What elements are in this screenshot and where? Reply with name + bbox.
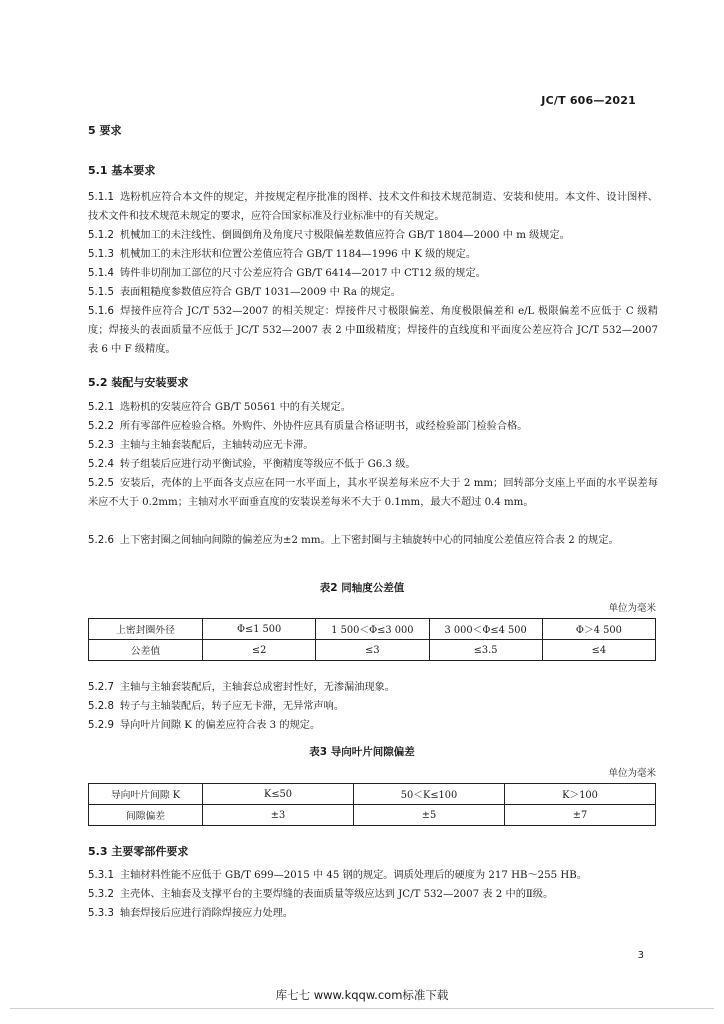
table-3-title: 表3 导向叶片间隙偏差 <box>309 746 415 758</box>
clause-5-2-1 <box>88 398 658 417</box>
clause-number: 5.2.1 <box>88 402 114 413</box>
clause-text: 机械加工的未注线性、倒圆倒角及角度尺寸极限偏差数值应符合 GB/T 1804—2000 中 m 级规定。 <box>119 230 570 241</box>
clause-5-2-6 <box>88 531 658 550</box>
clause-text: 主轴材料性能不应低于 GB/T 699—2015 中 45 钢的规定。调质处理后的硬度为 217 HB～255 HB。 <box>119 870 587 881</box>
table-3-unit: 单位为毫米 <box>608 768 656 779</box>
table-cell: 50＜K≤100 <box>354 784 505 805</box>
clause-number: 5.1.5 <box>88 287 114 298</box>
clause-5-1-2 <box>88 226 658 245</box>
clause-number: 5.3.2 <box>88 889 114 900</box>
table-cell: K≤50 <box>203 784 354 805</box>
clause-text: 焊接件应符合 JC/T 532—2007 的相关规定：焊接件尺寸极限偏差、角度极限偏差和 e/L 极限偏差不应低于 C 级精度；焊接头的表面质量不应低于 JC/T 532—2007 表 2 中Ⅲ级精度；焊接件的直线度和平面度公差应符合 JC/T 532—2007 表 6 中 F 级精度。 <box>88 306 658 355</box>
table-2-title: 表2 同轴度公差值 <box>319 582 405 594</box>
table-cell: Φ＞4 500 <box>542 619 655 640</box>
footer-watermark: 库七七 www.kqqw.com标准下载 <box>275 988 449 1002</box>
table-cell: 3 000＜Φ≤4 500 <box>429 619 542 640</box>
clause-number: 5.1.2 <box>88 230 114 241</box>
clause-5-1-6 <box>88 302 658 359</box>
table-row <box>89 805 656 826</box>
section-5-2-title: 5.2 装配与安装要求 <box>88 376 189 389</box>
clause-text: 转子与主轴装配后，转子应无卡滞，无异常声响。 <box>119 701 345 712</box>
clause-5-2-4 <box>88 455 658 474</box>
page-number: 3 <box>637 950 644 961</box>
clause-5-2-2 <box>88 417 658 436</box>
table-cell: Φ≤1 500 <box>203 619 316 640</box>
table-row <box>89 784 656 805</box>
clause-number: 5.3.3 <box>88 908 114 919</box>
clause-text: 所有零部件应检验合格。外购件、外协件应具有质量合格证明书，或经检验部门检验合格。 <box>119 421 528 432</box>
clause-5-2-5 <box>88 474 658 512</box>
document-code: JC/T 606—2021 <box>541 94 636 107</box>
clause-5-2-9 <box>88 716 658 735</box>
clause-5-1-4 <box>88 264 658 283</box>
clause-number: 5.2.5 <box>88 478 114 489</box>
clause-text: 主轴与主轴套装配后，主轴转动应无卡滞。 <box>119 440 314 451</box>
clause-text: 转子组装后应进行动平衡试验，平衡精度等级应不低于 G6.3 级。 <box>119 459 416 470</box>
clause-text: 轴套焊接后应进行消除焊接应力处理。 <box>119 908 294 919</box>
clause-number: 5.1.3 <box>88 249 114 260</box>
section-5-3-title: 5.3 主要零部件要求 <box>88 845 189 858</box>
clause-text: 表面粗糙度参数值应符合 GB/T 1031—2009 中 Ra 的规定。 <box>119 287 401 298</box>
table-cell: 上密封圈外径 <box>89 619 203 640</box>
table-cell: ±3 <box>203 805 354 826</box>
clause-text: 机械加工的未注形状和位置公差值应符合 GB/T 1184—1996 中 K 级的规定。 <box>119 249 477 260</box>
clause-5-3-3 <box>88 904 658 923</box>
clause-number: 5.3.1 <box>88 870 114 881</box>
clause-text: 主轴与主轴套装配后，主轴套总成密封性好，无渗漏油现象。 <box>119 682 395 693</box>
clause-number: 5.2.8 <box>88 701 114 712</box>
table-cell: ≤3 <box>316 640 429 661</box>
table-cell: 导向叶片间隙 K <box>89 784 203 805</box>
table-cell: K＞100 <box>505 784 656 805</box>
table-cell: 1 500＜Φ≤3 000 <box>316 619 429 640</box>
table-cell: ≤4 <box>542 640 655 661</box>
table-row <box>89 640 656 661</box>
clause-number: 5.2.3 <box>88 440 114 451</box>
clause-number: 5.1.6 <box>88 306 114 317</box>
clause-text: 铸件非切削加工部位的尺寸公差应符合 GB/T 6414—2017 中 CT12 级的规定。 <box>119 268 486 279</box>
clause-number: 5.2.4 <box>88 459 114 470</box>
clause-5-1-3 <box>88 245 658 264</box>
footer-divider <box>10 1008 714 1009</box>
clause-5-2-3 <box>88 436 658 455</box>
clause-5-3-2 <box>88 885 658 904</box>
table-2 <box>88 618 656 661</box>
table-2-unit: 单位为毫米 <box>608 603 656 614</box>
clause-number: 5.2.6 <box>88 535 114 546</box>
clause-text: 安装后，壳体的上平面各支点应在同一水平面上，其水平误差每米应不大于 2 mm；回转部分支座上平面的水平误差每米应不大于 0.2mm；主轴对水平面垂直度的安装误差每米不大于 0.1mm，最大不超过 0.4 mm。 <box>88 478 658 508</box>
clause-number: 5.2.7 <box>88 682 114 693</box>
table-cell: ≤2 <box>203 640 316 661</box>
clause-text: 选粉机的安装应符合 GB/T 50561 中的有关规定。 <box>119 402 351 413</box>
clause-5-2-8 <box>88 697 658 716</box>
clause-text: 选粉机应符合本文件的规定，并按规定程序批准的图样、技术文件和技术规范制造、安装和使用。本文件、设计图样、技术文件和技术规范未规定的要求，应符合国家标准及行业标准中的有关规定。 <box>88 192 658 222</box>
table-row <box>89 619 656 640</box>
clause-number: 5.1.1 <box>88 192 114 203</box>
table-cell: ≤3.5 <box>429 640 542 661</box>
clause-text: 主壳体、主轴套及支撑平台的主要焊缝的表面质量等级应达到 JC/T 532—2007 表 2 中的Ⅱ级。 <box>119 889 554 900</box>
clause-5-3-1 <box>88 866 658 885</box>
clause-5-1-5 <box>88 283 658 302</box>
table-cell: ±7 <box>505 805 656 826</box>
clause-number: 5.1.4 <box>88 268 114 279</box>
clause-text: 上下密封圈之间轴向间隙的偏差应为±2 mm。上下密封圈与主轴旋转中心的同轴度公差值应符合表 2 的规定。 <box>119 535 619 546</box>
table-cell: 间隙偏差 <box>89 805 203 826</box>
table-cell: 公差值 <box>89 640 203 661</box>
clause-text: 导向叶片间隙 K 的偏差应符合表 3 的规定。 <box>119 720 321 731</box>
clause-number: 5.2.2 <box>88 421 114 432</box>
clause-number: 5.2.9 <box>88 720 114 731</box>
section-5-title: 5 要求 <box>88 124 122 137</box>
table-cell: ±5 <box>354 805 505 826</box>
table-3 <box>88 783 656 826</box>
section-5-1-title: 5.1 基本要求 <box>88 164 156 177</box>
clause-5-2-7 <box>88 678 658 697</box>
clause-5-1-1 <box>88 188 658 226</box>
